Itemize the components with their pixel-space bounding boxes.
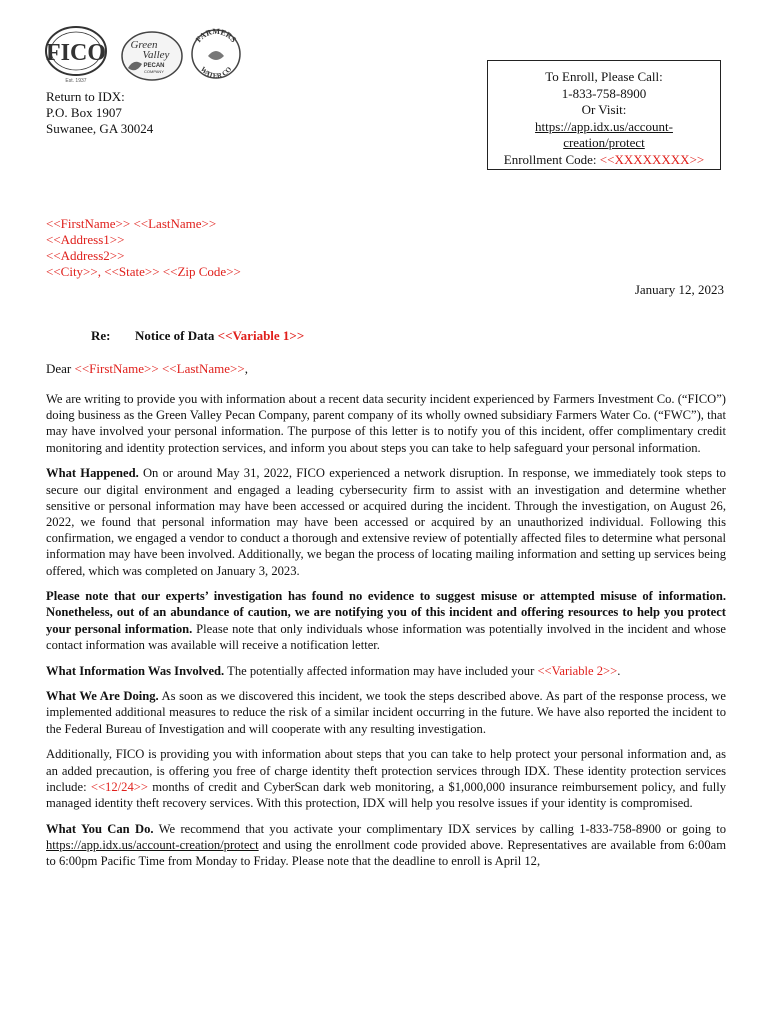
return-address-line3: Suwanee, GA 30024 — [46, 121, 154, 136]
text-what-happened: On or around May 31, 2022, FICO experienced a network disruption. In response, we immediately took steps to secure our digital environment and engaged a leading cybersecurity firm to assist with an investigation and determine whether sensitive or personal information may have been accessed or acquired during the incident. Through the investigation, on August 26, 2022, we found that personal information may have been accessed or acquired by an unauthorized individual. Following this confirmation, we engaged a vendor to conduct a thorough and extensive review of potentially affected files to determine what personal information may have been involved. Additionally, we began the process of locating mailing information and setting up services being offered, which was completed on January 3, 2023. — [46, 466, 726, 578]
return-address — [46, 89, 153, 137]
logo-group — [44, 24, 244, 86]
heading-what-you-can-do: What You Can Do. — [46, 821, 154, 836]
recipient-city-state-zip: <<City>>, <<State>> <<Zip Code>> — [46, 264, 241, 279]
enrollment-code-label: Enrollment Code: — [503, 151, 600, 167]
return-address-line2: P.O. Box 1907 — [46, 105, 122, 120]
enrollment-code — [488, 152, 720, 169]
salutation-comma: , — [244, 361, 248, 376]
green-valley-logo — [122, 32, 182, 80]
enroll-url-link-part1[interactable]: https://app.idx.us/account- — [535, 118, 673, 134]
involved-period: . — [617, 663, 621, 678]
text-additionally-part2: months of credit and CyberScan dark web monitoring, a $1,000,000 insurance reimbursement policy, and fully managed identity theft recovery services. With this protection, IDX will help you resolve issues if your identity is compromised. — [46, 779, 726, 810]
text-additionally-part1: Additionally, FICO is providing you with information about steps that you can take to help protect your personal information and, as an added precaution, is offering you free of charge identity theft protection services through IDX. These identity protection services include: — [46, 747, 726, 794]
text-information-involved: The potentially affected information may have included your — [224, 663, 538, 678]
recipient-address — [46, 216, 241, 280]
company-logos — [44, 24, 244, 86]
paragraph-what-we-are-doing — [46, 688, 726, 737]
subject-variable: <<Variable 1>> — [217, 328, 305, 343]
enrollment-box — [487, 60, 721, 170]
recipient-address2: <<Address2>> — [46, 248, 125, 263]
text-what-we-are-doing: As soon as we discovered this incident, we took the steps described above. As part of the response process, we implemented additional measures to reduce the risk of a similar incident occurring in the future. We have also reported the incident to the Federal Bureau of Investigation and will cooperate with any resulting investigation. — [46, 689, 726, 736]
text-what-you-can-do-part1: We recommend that you activate your complimentary IDX services by calling 1-833-758-8900 or going to — [153, 821, 726, 836]
paragraph-what-happened — [46, 465, 726, 578]
fico-logo-text: FICO — [46, 40, 106, 66]
green-valley-logo-line3: PECAN — [143, 63, 165, 69]
heading-what-we-are-doing: What We Are Doing. — [46, 689, 159, 704]
fico-logo-est: Est. 1937 — [65, 78, 87, 84]
green-valley-logo-line2: Valley — [142, 49, 170, 61]
heading-what-happened: What Happened. — [46, 466, 139, 481]
enroll-call-label: To Enroll, Please Call: — [545, 69, 663, 84]
paragraph-additionally — [46, 746, 726, 811]
farmers-water-logo — [192, 27, 240, 80]
recipient-address1: <<Address1>> — [46, 232, 125, 247]
heading-information-involved: What Information Was Involved. — [46, 663, 225, 678]
letter-date: January 12, 2023 — [634, 282, 724, 297]
enroll-phone: 1-833-758-8900 — [561, 85, 647, 101]
subject-text: Notice of Data — [135, 328, 218, 343]
note-bold-text: Please note that our experts’ investigation has found no evidence to suggest misuse or attempted misuse of information. Nonetheless, out of an abundance of caution, we are notifying you of this incident and offering resources to help you protect your personal information. — [46, 589, 726, 636]
paragraph-what-you-can-do — [46, 821, 726, 870]
paragraph-note — [46, 588, 726, 653]
text-what-you-can-do-part2: and using the enrollment code provided above. Representatives are available from 6:00am to 6:00pm Pacific Time from Monday to Friday. Please note that the deadline to enroll is April 12, — [46, 837, 726, 869]
return-address-line1: Return to IDX: — [46, 89, 125, 104]
farmers-logo-bottom-text: WATER CO — [198, 65, 234, 81]
recipient-name: <<FirstName>> <<LastName>> — [46, 216, 217, 231]
subject-line — [91, 328, 304, 344]
enroll-visit-label: Or Visit: — [581, 102, 627, 117]
paragraph-information-involved — [46, 663, 726, 679]
salutation-name: <<FirstName>> <<LastName>> — [74, 361, 245, 376]
salutation-dear: Dear — [46, 361, 75, 376]
variable-months: <<12/24>> — [90, 779, 148, 794]
enrollment-link[interactable]: https://app.idx.us/account-creation/protect — [46, 837, 259, 852]
note-text: Please note that only individuals whose information was potentially involved in the incident and whose contact information was available will receive a notification letter. — [46, 621, 727, 652]
enroll-url-link-part2[interactable]: creation/protect — [563, 135, 645, 150]
fico-logo — [46, 27, 106, 84]
green-valley-logo-line4: COMPANY — [144, 69, 164, 74]
paragraph-intro: We are writing to provide you with information about a recent data security incident experienced by Farmers Investment Co. (“FICO”) doing business as the Green Valley Pecan Company, parent company of its wholly owned subsidiary Farmers Water Co. (“FWC”), that may have involved your personal information. The purpose of this letter is to notify you of this incident, offer complimentary credit monitoring and identity protection services, and inform you about steps you can take to help safeguard your personal information. — [46, 392, 726, 455]
farmers-logo-top-text: FARMERS — [193, 26, 239, 45]
letter-body — [46, 391, 726, 879]
green-valley-logo-line1: Green — [130, 39, 158, 51]
subject-re-label: Re: — [91, 328, 111, 343]
variable-2: <<Variable 2>> — [537, 663, 618, 678]
enrollment-code-value: <<XXXXXXXX>> — [599, 151, 705, 167]
salutation — [46, 361, 248, 377]
